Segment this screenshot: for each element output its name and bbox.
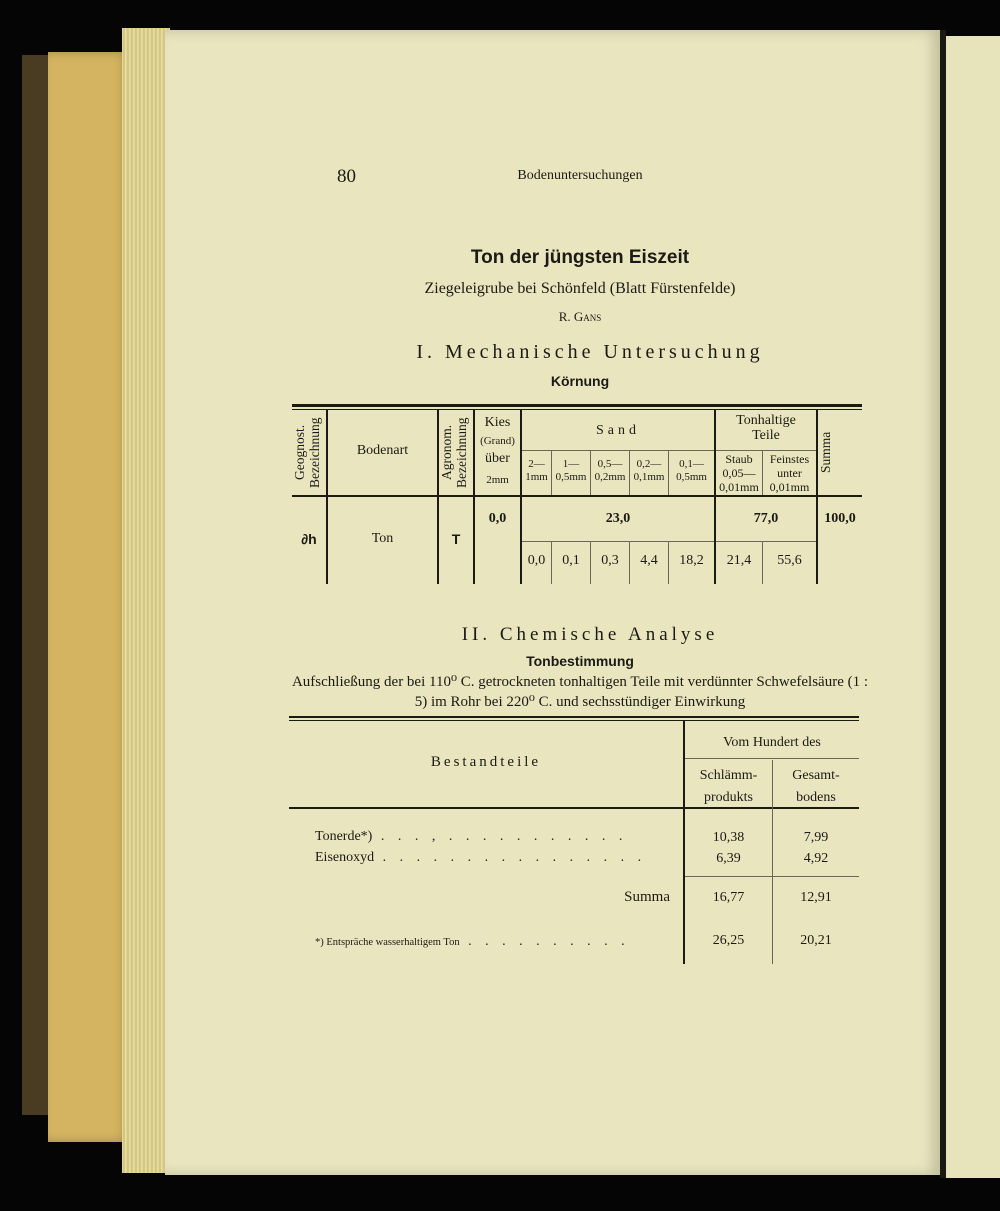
row-sand-2: 0,1	[562, 553, 580, 568]
page-subtitle: Ziegeleigrube bei Schönfeld (Blatt Fürstenfelde)	[424, 280, 736, 297]
row-tonerde-a: 10,38	[712, 830, 745, 845]
row-tonerde-label: Tonerde*)	[315, 829, 373, 844]
header-bodenart: Bodenart	[356, 443, 409, 458]
chem-top-rule-thin	[289, 720, 859, 721]
summa-label: Summa	[624, 889, 670, 905]
ton-sub-rule	[716, 450, 816, 451]
row-agronom: T	[451, 531, 461, 547]
running-head: Bodenuntersuchungen	[517, 168, 643, 183]
header-schlaemm: Schlämm- produkts	[699, 768, 758, 805]
row-tonerde-b: 7,99	[803, 830, 829, 845]
table-top-rule-thin	[292, 409, 862, 410]
header-tonhaltige: Tonhaltige	[736, 413, 796, 428]
row-staub: 21,4	[726, 553, 752, 568]
header-teile: Teile	[752, 428, 780, 443]
footnote-b: 20,21	[800, 933, 832, 948]
row-sand-4: 4,4	[640, 553, 658, 568]
chem-summa-rule	[685, 876, 859, 877]
row-eisenoxyd: Eisenoxyd . . . . . . . . . . . . . . . .	[315, 850, 647, 865]
koernung-heading: Körnung	[550, 373, 610, 389]
row-sand-1: 0,0	[527, 553, 546, 568]
author: R. Gans	[558, 309, 602, 324]
sand-sub-3: 0,5— 0,2mm	[594, 458, 626, 483]
page-title: Ton der jüngsten Eiszeit	[470, 247, 690, 268]
table-header-rule	[292, 495, 862, 497]
row-bodenart: Ton	[371, 531, 394, 546]
row-feinstes: 55,6	[777, 553, 802, 568]
header-bestandteile: Bestandteile	[430, 754, 542, 770]
ton-value-rule	[716, 541, 816, 542]
right-page	[946, 36, 1000, 1178]
header-geognost: Geognost. Bezeichnung	[292, 417, 322, 488]
header-agronom: Agronom. Bezeichnung	[439, 417, 469, 488]
row-eisenoxyd-a: 6,39	[716, 851, 741, 866]
summa-b: 12,91	[800, 890, 832, 905]
header-vom-hundert: Vom Hundert des	[723, 735, 821, 750]
row-sand-3: 0,3	[601, 553, 619, 568]
footnote-a: 26,25	[712, 933, 745, 948]
row-eisenoxyd-label: Eisenoxyd	[315, 850, 375, 865]
row-eisenoxyd-b: 4,92	[803, 851, 829, 866]
header-kies-grand: (Grand)	[480, 435, 515, 447]
book-page	[165, 30, 943, 1175]
header-sand: Sand	[596, 423, 640, 438]
footnote: *) Entspräche wasserhaltigem Ton . . . . . . . . . .	[315, 934, 630, 949]
left-page-stack	[48, 52, 130, 1142]
row-ton-total: 77,0	[753, 511, 779, 526]
summa-a: 16,77	[712, 890, 745, 905]
header-staub: Staub 0,05— 0,01mm	[719, 452, 759, 494]
row-kies: 0,0	[488, 511, 507, 526]
row-tonerde: Tonerde*) . . . , . . . . . . . . . . .	[315, 829, 628, 844]
chem-sub-header-rule	[685, 758, 859, 759]
header-kies-ueber: über	[485, 451, 510, 466]
chem-description: Aufschließung der bei 110⁰ C. getrockneten tonhaltigen Teile mit verdünnter Schwefelsäure (1 : 5) im Rohr bei 220⁰ C. und sechsstündiger Einwirkung	[291, 674, 869, 710]
sand-sub-4: 0,2— 0,1mm	[633, 458, 665, 483]
sand-sub-5: 0,1— 0,5mm	[676, 458, 707, 483]
row-summa: 100,0	[824, 511, 856, 526]
header-summa: Summa	[818, 431, 833, 474]
row-sand-total: 23,0	[605, 511, 631, 526]
tonbestimmung-heading: Tonbestimmung	[526, 653, 634, 669]
row-geognost: ∂h	[301, 531, 317, 547]
table-top-rule	[292, 404, 862, 407]
header-feinstes: Feinstes unter 0,01mm	[769, 452, 810, 494]
header-kies: Kies	[484, 415, 511, 430]
header-gesamt: Gesamt- bodens	[792, 768, 840, 805]
header-kies-2mm: 2mm	[486, 474, 509, 486]
page-edges	[122, 28, 170, 1173]
sand-sub-1: 2— 1mm	[525, 458, 548, 483]
sand-sub-2: 1— 0,5mm	[555, 458, 587, 483]
footnote-text: *) Entspräche wasserhaltigem Ton	[315, 937, 460, 948]
chem-top-rule	[289, 716, 859, 718]
section-mechanical-heading: I. Mechanische Untersuchung	[416, 341, 764, 363]
page-number: 80	[337, 166, 356, 187]
section-chemical-heading: II. Chemische Analyse	[461, 624, 719, 645]
row-sand-5: 18,2	[679, 553, 704, 568]
col-rule-1	[326, 410, 328, 584]
